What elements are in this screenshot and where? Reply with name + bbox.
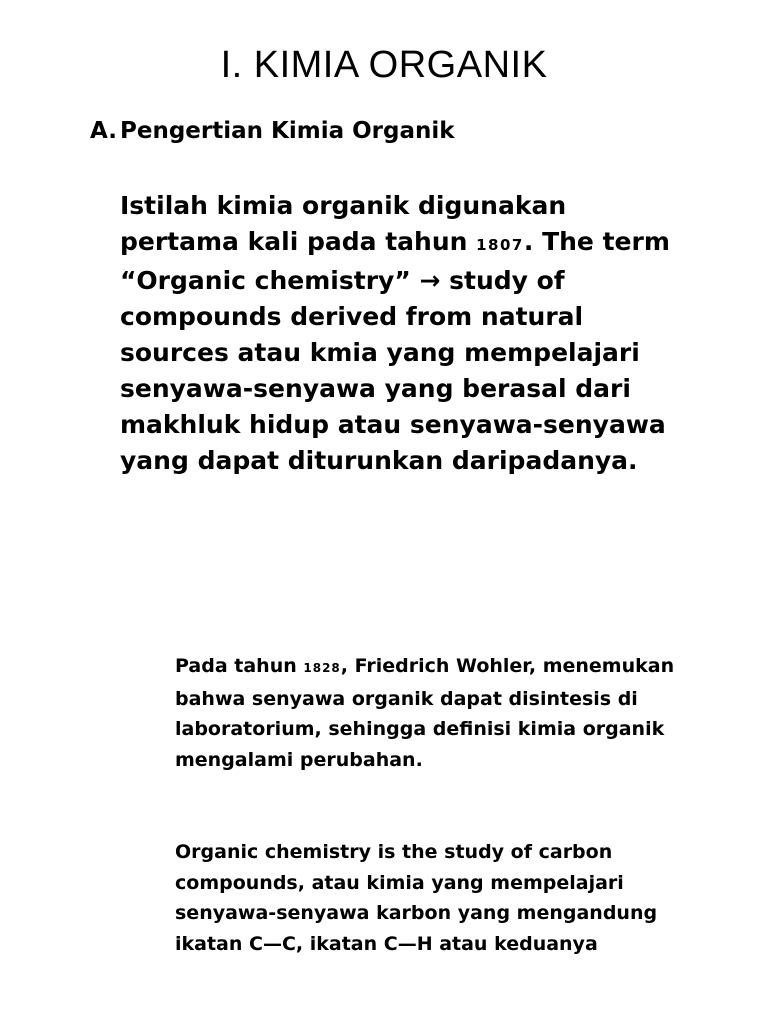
definition-text-start: Istilah kimia organik digunakan pertama kali pada tahun (120, 191, 567, 256)
history-text-end: , Friedrich Wohler, menemukan bahwa senyawa organik dapat disintesis di laboratorium, sehingga definisi kimia organik mengalami perubahan. (175, 655, 675, 771)
history-year: 1828 (303, 661, 341, 675)
modern-definition-paragraph: Organic chemistry is the study of carbon compounds, atau kimia yang mempelajari senyawa-senyawa karbon yang mengandung ikatan C—C, ikatan C—H atau keduanya (175, 841, 658, 955)
slide-title: I. KIMIA ORGANIK (220, 44, 548, 86)
definition-text-end: study of compounds derived from natural sources atau kmia yang mempelajari senyawa-senyawa yang berasal dari makhluk hidup atau senyawa-senyawa yang dapat diturunkan daripadanya. (120, 266, 666, 475)
right-arrow-icon: → (419, 266, 441, 295)
definition-year: 1807 (476, 236, 524, 254)
section-marker: A. (90, 118, 117, 144)
definition-text-middle: . The term “Organic chemistry” (120, 227, 670, 295)
section-heading-text: Pengertian Kimia Organik (120, 118, 455, 144)
history-paragraph (175, 651, 705, 775)
section-heading (90, 118, 455, 144)
history-text-start: Pada tahun (175, 655, 304, 677)
definition-paragraph (120, 188, 680, 479)
